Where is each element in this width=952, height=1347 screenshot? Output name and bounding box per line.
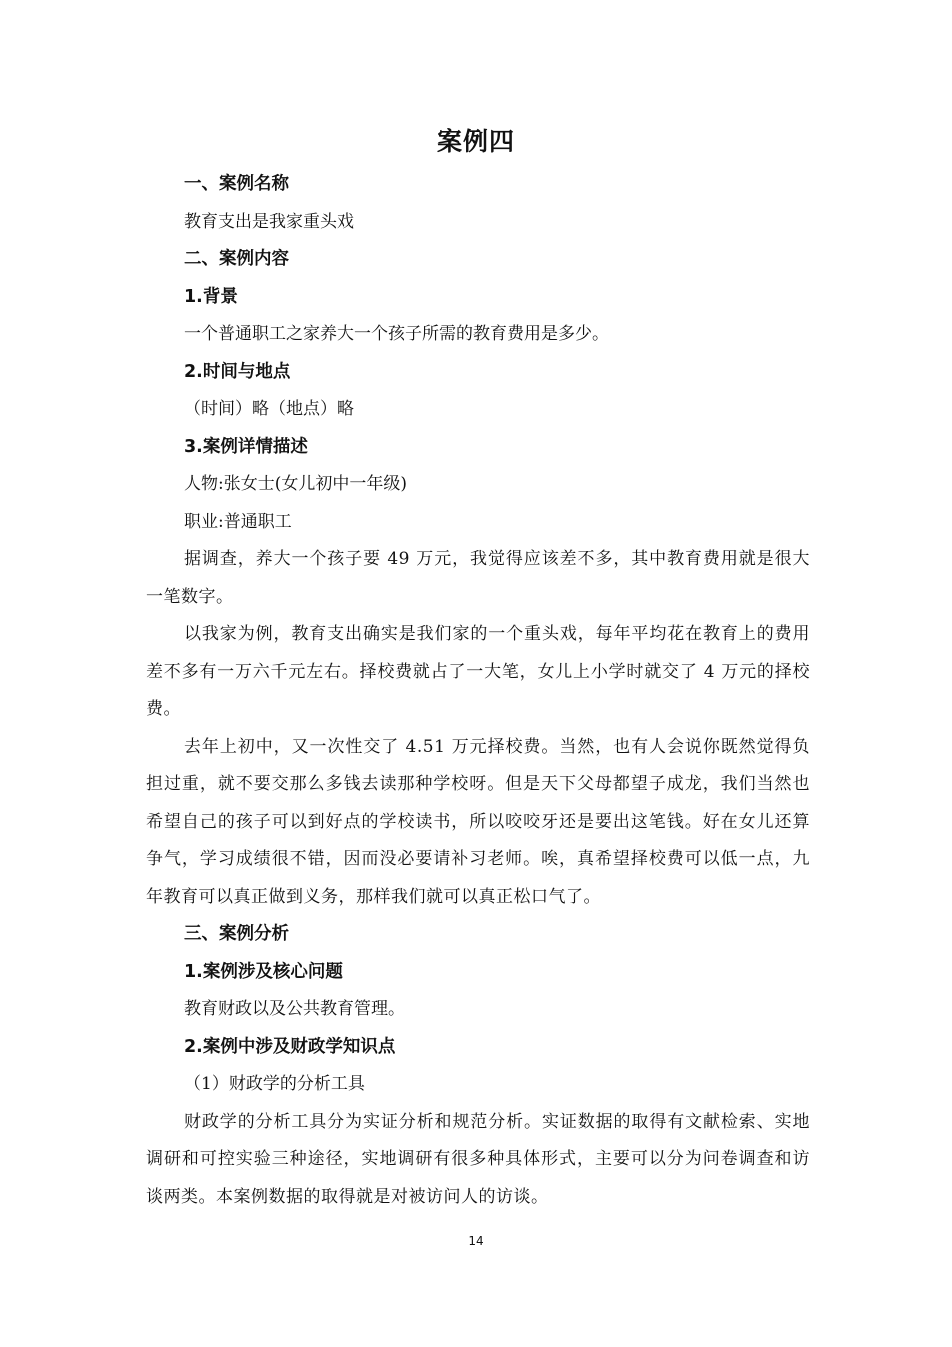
page-number: 14 (468, 1234, 484, 1248)
background-text: 一个普通职工之家养大一个孩子所需的教育费用是多少。 (184, 324, 609, 344)
document-body (146, 166, 810, 1216)
person-text: 人物:张女士(女儿初中一年级) (184, 474, 407, 494)
subheading-background: 1.背景 (184, 286, 238, 307)
section-heading-2: 二、案例内容 (184, 249, 289, 269)
subheading-knowledge-points: 2.案例中涉及财政学知识点 (184, 1036, 396, 1057)
details-paragraph-2: 以我家为例，教育支出确实是我们家的一个重头戏，每年平均花在教育上的费用差不多有一万六千元左右。择校费就占了一大笔，女儿上小学时就交了 4 万元的择校费。 (146, 624, 810, 719)
details-paragraph-1: 据调查，养大一个孩子要 49 万元，我觉得应该差不多，其中教育费用就是很大一笔数字。 (146, 549, 810, 607)
analysis-tools-subheading: （1）财政学的分析工具 (184, 1074, 365, 1094)
subheading-core-issue: 1.案例涉及核心问题 (184, 961, 343, 982)
analysis-tools-paragraph: 财政学的分析工具分为实证分析和规范分析。实证数据的取得有文献检索、实地调研和可控实验三种途径，实地调研有很多种具体形式，主要可以分为问卷调查和访谈两类。本案例数据的取得就是对被访问人的访谈。 (146, 1111, 810, 1207)
core-issue-text: 教育财政以及公共教育管理。 (184, 999, 405, 1019)
case-name-text: 教育支出是我家重头戏 (184, 211, 354, 232)
section-heading-1: 一、案例名称 (184, 174, 289, 194)
occupation-text: 职业:普通职工 (184, 511, 292, 532)
subheading-time-place: 2.时间与地点 (184, 361, 291, 382)
subheading-case-details: 3.案例详情描述 (184, 436, 308, 457)
page-title: 案例四 (436, 127, 515, 156)
time-place-text: （时间）略（地点）略 (184, 399, 354, 419)
details-paragraph-3: 去年上初中，又一次性交了 4.51 万元择校费。当然，也有人会说你既然觉得负担过重，就不要交那么多钱去读那种学校呀。但是天下父母都望子成龙，我们当然也希望自己的孩子可以到好点的学校读书，所以咬咬牙还是要出这笔钱。好在女儿还算争气，学习成绩很不错，因而没必要请补习老师。唉，真希望择校费可以低一点，九年教育可以真正做到义务，那样我们就可以真正松口气了。 (146, 736, 810, 907)
section-heading-3: 三、案例分析 (184, 924, 289, 944)
